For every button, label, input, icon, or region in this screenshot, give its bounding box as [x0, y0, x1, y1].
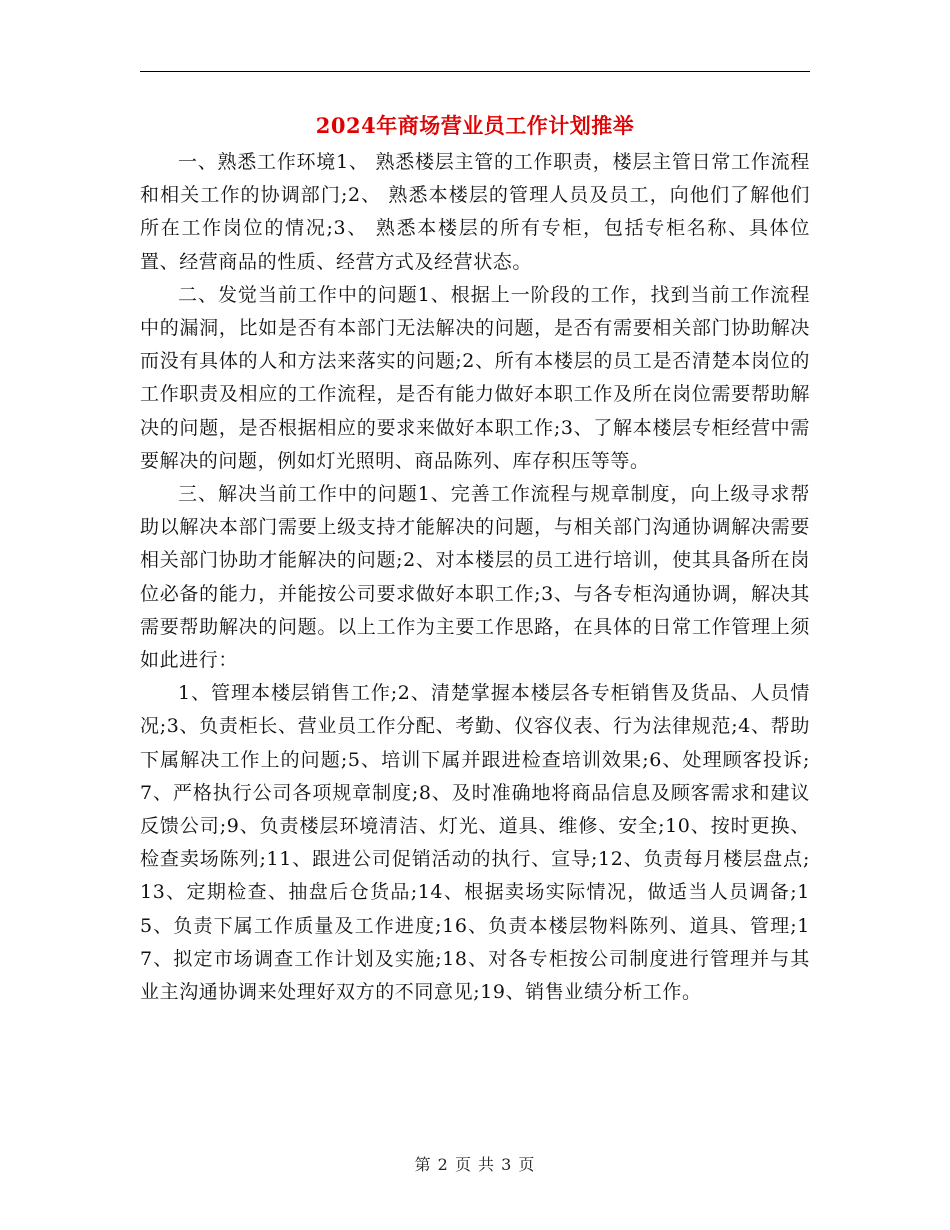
paragraph-find-problems: 二、发觉当前工作中的问题1、根据上一阶段的工作，找到当前工作流程中的漏洞，比如是否有本部门无法解决的问题，是否有需要相关部门协助解决而没有具体的人和方法来落实的问题;2、所有本楼层的员工是否清楚本岗位的工作职责及相应的工作流程，是否有能力做好本职工作及所在岗位需要帮助解决的问题，是否根据相应的要求来做好本职工作;3、了解本楼层专柜经营中需要解决的问题，例如灯光照明、商品陈列、库存积压等等。	[140, 283, 810, 472]
paragraph-duty-list: 1、管理本楼层销售工作;2、清楚掌握本楼层各专柜销售及货品、人员情况;3、负责柜长、营业员工作分配、考勤、仪容仪表、行为法律规范;4、帮助下属解决工作上的问题;5、培训下属并跟进检查培训效果;6、处理顾客投诉;7、严格执行公司各项规章制度;8、及时准确地将商品信息及顾客需求和建议反馈公司;9、负责楼层环境清洁、灯光、道具、维修、安全;10、按时更换、检查卖场陈列;11、跟进公司促销活动的执行、宣导;12、负责每月楼层盘点;13、定期检查、抽盘后仓货品;14、根据卖场实际情况，做适当人员调备;15、负责下属工作质量及工作进度;16、负责本楼层物料陈列、道具、管理;17、拟定市场调查工作计划及实施;18、对各专柜按公司制度进行管理并与其业主沟通协调来处理好双方的不同意见;19、销售业绩分析工作。	[140, 682, 810, 1004]
paragraph-familiarize-environment: 一、熟悉工作环境1、 熟悉楼层主管的工作职责，楼层主管日常工作流程和相关工作的协调部门;2、 熟悉本楼层的管理人员及员工，向他们了解他们所在工作岗位的情况;3、 熟悉本楼层的所有专柜，包括专柜名称、具体位置、经营商品的性质、经营方式及经营状态。	[140, 151, 810, 273]
document-title: 2024年商场营业员工作计划推举	[315, 113, 635, 138]
document-body	[140, 146, 810, 1009]
page-number-footer: 第 2 页 共 3 页	[414, 1155, 536, 1174]
header-rule	[140, 71, 810, 72]
paragraph-solve-problems: 三、解决当前工作中的问题1、完善工作流程与规章制度，向上级寻求帮助以解决本部门需要上级支持才能解决的问题，与相关部门沟通协调解决需要相关部门协助才能解决的问题;2、对本楼层的员工进行培训，使其具备所在岗位必备的能力，并能按公司要求做好本职工作;3、与各专柜沟通协调，解决其需要帮助解决的问题。以上工作为主要工作思路，在具体的日常工作管理上须如此进行：	[140, 483, 810, 672]
